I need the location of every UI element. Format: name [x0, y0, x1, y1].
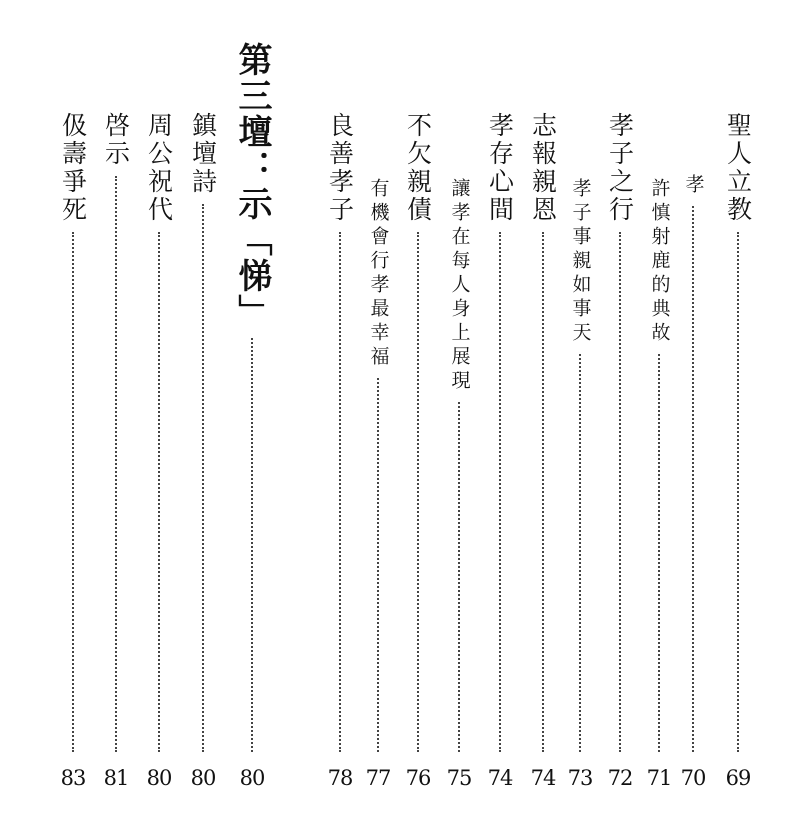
- dot-leader: [377, 378, 379, 752]
- toc-page-number: 78: [327, 766, 353, 790]
- toc-entry[interactable]: [181, 112, 225, 758]
- toc-page-number: 80: [146, 766, 172, 790]
- toc-entry-title: 不欠親債: [403, 112, 433, 224]
- toc-entry-title: 周公祝代: [144, 112, 174, 224]
- chapter-title: 第三壇：示「悌」: [232, 42, 272, 330]
- toc-entry-title: 伋壽爭死: [58, 112, 88, 224]
- dot-leader: [72, 232, 74, 752]
- toc-entry[interactable]: [637, 178, 681, 758]
- toc-page-number: 77: [365, 766, 391, 790]
- toc-entry[interactable]: [356, 178, 400, 758]
- toc-entry[interactable]: [437, 178, 481, 758]
- dot-leader: [737, 232, 739, 752]
- dot-leader: [542, 232, 544, 752]
- dot-leader: [619, 232, 621, 752]
- toc-page-number: 80: [190, 766, 216, 790]
- toc-page-number: 73: [567, 766, 593, 790]
- toc-entry-title: 良善孝子: [325, 112, 355, 224]
- toc-entry-title: 讓孝在每人身上展現: [448, 178, 471, 394]
- toc-entry[interactable]: [94, 112, 138, 758]
- dot-leader: [115, 176, 117, 752]
- toc-entry[interactable]: [318, 112, 362, 758]
- toc-page-number: 69: [725, 766, 751, 790]
- toc-entry-title: 孝子事親如事天: [569, 178, 592, 346]
- toc-entry-title: 鎮壇詩: [188, 112, 218, 196]
- dot-leader: [658, 354, 660, 752]
- dot-leader: [692, 206, 694, 752]
- dot-leader: [458, 402, 460, 752]
- toc-page-number: 76: [405, 766, 431, 790]
- toc-entry[interactable]: [716, 112, 760, 758]
- toc-entry-title: 有機會行孝最幸福: [367, 178, 390, 370]
- toc-page-number: 74: [487, 766, 513, 790]
- toc-entry-title: 孝: [682, 174, 705, 198]
- dot-leader: [417, 232, 419, 752]
- dot-leader: [339, 232, 341, 752]
- toc-page-number: 70: [680, 766, 706, 790]
- toc-entry-title: 聖人立教: [723, 112, 753, 224]
- toc-entry[interactable]: [521, 112, 565, 758]
- dot-leader: [158, 232, 160, 752]
- toc-entry-title: 孝存心間: [485, 112, 515, 224]
- toc-entry[interactable]: [137, 112, 181, 758]
- toc-entry-title: 許慎射鹿的典故: [648, 178, 671, 346]
- toc-entry[interactable]: [51, 112, 95, 758]
- toc-entry-title: 啓示: [101, 112, 131, 168]
- toc-page-number: 75: [446, 766, 472, 790]
- toc-chapter-heading[interactable]: [230, 42, 274, 758]
- toc-entry[interactable]: [478, 112, 522, 758]
- dot-leader: [579, 354, 581, 752]
- dot-leader: [251, 338, 253, 752]
- toc-entry-title: 志報親恩: [528, 112, 558, 224]
- dot-leader: [202, 204, 204, 752]
- toc-page-number: 81: [103, 766, 129, 790]
- toc-page-number: 83: [60, 766, 86, 790]
- toc-page-number: 72: [607, 766, 633, 790]
- toc-entry-title: 孝子之行: [605, 112, 635, 224]
- toc-page-number: 74: [530, 766, 556, 790]
- toc-page-number: 80: [239, 766, 265, 790]
- dot-leader: [499, 232, 501, 752]
- toc-page-number: 71: [646, 766, 672, 790]
- toc-entry[interactable]: [598, 112, 642, 758]
- toc-entry[interactable]: [396, 112, 440, 758]
